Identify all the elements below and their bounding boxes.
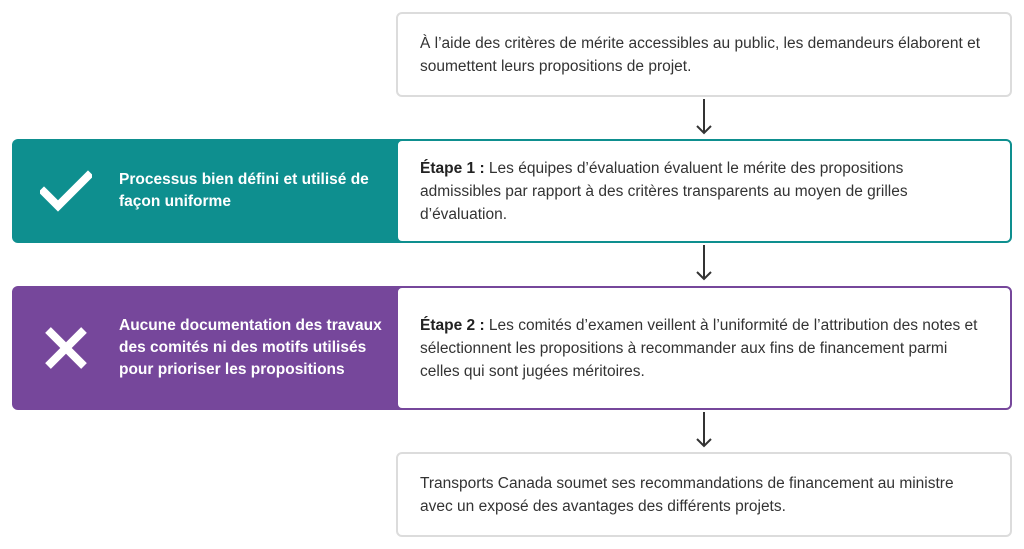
arrow-down-3: [694, 412, 714, 450]
positive-finding-band: [12, 139, 402, 243]
step-2-content: [420, 314, 988, 383]
step-1-label: Étape 1 :: [420, 159, 485, 177]
step-1-box: [396, 139, 1012, 243]
checkmark-icon: [38, 163, 94, 219]
step-2-label: Étape 2 :: [420, 316, 485, 334]
intro-step-box: [396, 12, 1012, 97]
step-1-text: Les équipes d’évaluation évaluent le mérite des propositions admissibles par rapport à des critères transparents au moyen de grilles d’évaluation.: [420, 159, 908, 223]
step-2-text: Les comités d’examen veillent à l’uniformité de l’attribution des notes et sélectionnent les propositions à recommander aux fins de financement parmi celles qui sont jugées méritoires.: [420, 316, 978, 380]
final-step-box: [396, 452, 1012, 537]
final-step-text: Transports Canada soumet ses recommandations de financement au ministre avec un exposé des avantages des différents projets.: [420, 474, 954, 515]
step-1-content: [420, 157, 988, 226]
arrow-down-1: [694, 99, 714, 137]
step-2-box: [396, 286, 1012, 410]
arrow-down-2: [694, 245, 714, 283]
positive-finding-text: Processus bien défini et utilisé de façon uniforme: [119, 171, 369, 210]
negative-finding-band: [12, 286, 402, 410]
negative-finding-text: Aucune documentation des travaux des comités ni des motifs utilisés pour prioriser les propositions: [119, 317, 382, 378]
cross-icon: [38, 320, 94, 376]
intro-step-text: À l’aide des critères de mérite accessibles au public, les demandeurs élaborent et soumettent leurs propositions de projet.: [420, 34, 981, 75]
